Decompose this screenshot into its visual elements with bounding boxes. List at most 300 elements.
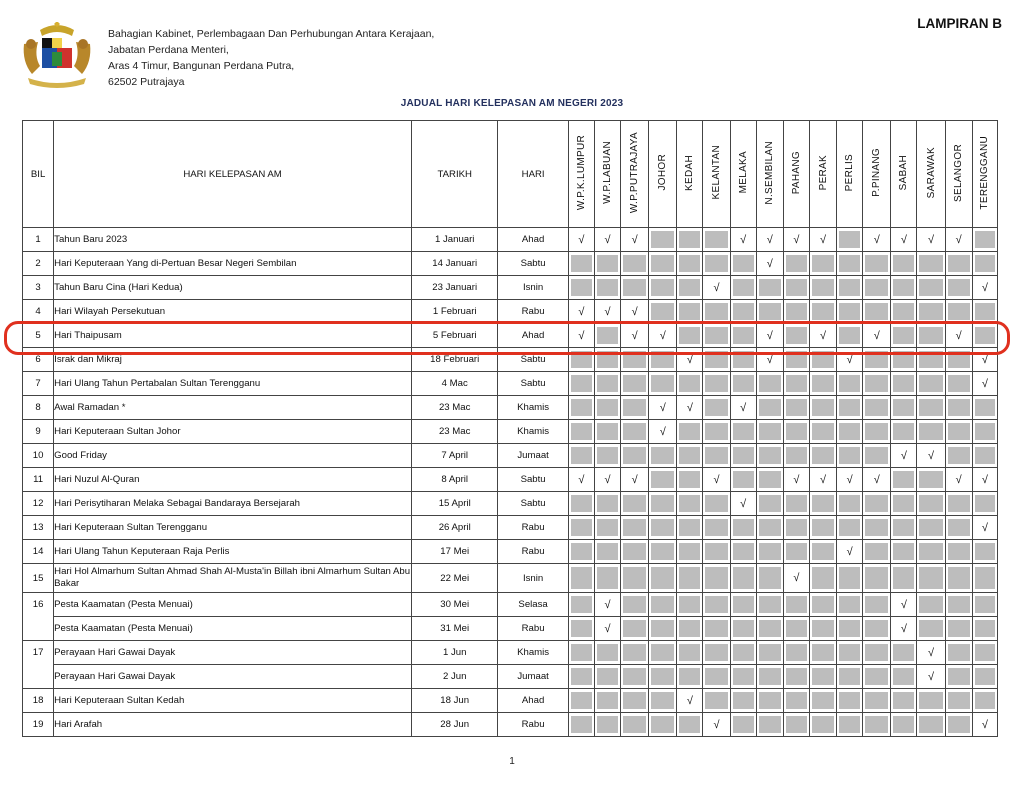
holiday-name: Hari Nuzul Al-Quran [54, 468, 412, 492]
table-row [23, 516, 998, 540]
shaded-block [679, 327, 700, 344]
shaded-cell [756, 617, 783, 641]
page-number: 1 [509, 756, 515, 767]
agency-line: 62502 Putrajaya [108, 76, 185, 88]
shaded-block [733, 351, 754, 368]
shaded-block [623, 255, 646, 272]
shaded-block [919, 620, 942, 637]
holiday-name: Hari Ulang Tahun Keputeraan Raja Perlis [54, 540, 412, 564]
shaded-block [786, 327, 807, 344]
shaded-block [812, 375, 834, 392]
shaded-block [651, 620, 674, 637]
shaded-block [733, 447, 754, 464]
shaded-block [597, 543, 618, 560]
shaded-cell [594, 348, 620, 372]
check-mark-icon: √ [972, 348, 997, 372]
shaded-block [597, 567, 618, 589]
shaded-cell [917, 713, 945, 737]
shaded-block [759, 716, 781, 733]
shaded-block [812, 716, 834, 733]
holiday-day: Ahad [498, 228, 568, 252]
check-mark-icon: √ [621, 300, 649, 324]
shaded-cell [945, 617, 972, 641]
shaded-cell [809, 540, 836, 564]
shaded-block [651, 279, 674, 296]
shaded-cell [677, 713, 703, 737]
shaded-cell [730, 593, 756, 617]
shaded-cell [809, 276, 836, 300]
shaded-cell [917, 252, 945, 276]
row-number [23, 617, 54, 641]
shaded-block [812, 399, 834, 416]
shaded-cell [677, 300, 703, 324]
check-mark-icon: √ [621, 324, 649, 348]
row-number: 10 [23, 444, 54, 468]
shaded-block [865, 279, 888, 296]
shaded-block [571, 644, 592, 661]
shaded-block [759, 692, 781, 709]
shaded-cell [972, 564, 997, 593]
shaded-block [919, 351, 942, 368]
shaded-cell [783, 252, 809, 276]
shaded-cell [621, 689, 649, 713]
check-mark-icon: √ [917, 444, 945, 468]
row-number: 6 [23, 348, 54, 372]
shaded-cell [837, 689, 863, 713]
shaded-cell [863, 252, 891, 276]
check-mark-icon: √ [594, 300, 620, 324]
shaded-cell [621, 516, 649, 540]
holiday-day: Ahad [498, 689, 568, 713]
table-row [23, 492, 998, 516]
holiday-date: 23 Mac [411, 396, 497, 420]
shaded-block [651, 543, 674, 560]
shaded-cell [568, 516, 594, 540]
shaded-block [597, 327, 618, 344]
shaded-block [919, 596, 942, 613]
check-mark-icon: √ [809, 468, 836, 492]
shaded-cell [703, 641, 730, 665]
check-mark-icon: √ [649, 396, 677, 420]
shaded-block [865, 255, 888, 272]
shaded-cell [783, 444, 809, 468]
shaded-block [597, 447, 618, 464]
row-number: 5 [23, 324, 54, 348]
shaded-block [623, 351, 646, 368]
shaded-cell [863, 372, 891, 396]
shaded-block [679, 231, 700, 248]
shaded-cell [594, 564, 620, 593]
shaded-block [865, 447, 888, 464]
shaded-block [812, 596, 834, 613]
shaded-block [759, 519, 781, 536]
shaded-cell [863, 300, 891, 324]
shaded-block [733, 716, 754, 733]
shaded-block [597, 519, 618, 536]
shaded-cell [972, 396, 997, 420]
shaded-block [705, 668, 727, 685]
shaded-block [733, 644, 754, 661]
check-mark-icon: √ [568, 228, 594, 252]
shaded-cell [649, 372, 677, 396]
shaded-block [812, 279, 834, 296]
shaded-block [623, 495, 646, 512]
shaded-cell [677, 492, 703, 516]
shaded-block [865, 519, 888, 536]
shaded-cell [945, 252, 972, 276]
shaded-cell [568, 396, 594, 420]
shaded-cell [649, 665, 677, 689]
shaded-block [948, 375, 970, 392]
shaded-cell [677, 324, 703, 348]
shaded-cell [863, 420, 891, 444]
shaded-block [705, 596, 727, 613]
shaded-cell [621, 713, 649, 737]
shaded-block [786, 447, 807, 464]
shaded-block [705, 519, 727, 536]
shaded-cell [730, 665, 756, 689]
shaded-cell [972, 641, 997, 665]
shaded-cell [863, 276, 891, 300]
shaded-cell [917, 516, 945, 540]
shaded-cell [837, 228, 863, 252]
shaded-block [651, 375, 674, 392]
shaded-block [571, 543, 592, 560]
shaded-cell [972, 228, 997, 252]
holiday-day: Sabtu [498, 348, 568, 372]
shaded-block [705, 567, 727, 589]
shaded-cell [621, 641, 649, 665]
shaded-block [948, 644, 970, 661]
shaded-cell [837, 420, 863, 444]
shaded-block [839, 447, 860, 464]
shaded-block [759, 399, 781, 416]
check-mark-icon: √ [917, 641, 945, 665]
shaded-block [865, 351, 888, 368]
shaded-block [812, 423, 834, 440]
shaded-block [705, 255, 727, 272]
shaded-block [839, 327, 860, 344]
holiday-name: Pesta Kaamatan (Pesta Menuai) [54, 593, 412, 617]
table-row [23, 713, 998, 737]
check-mark-icon: √ [891, 593, 917, 617]
check-mark-icon: √ [972, 516, 997, 540]
shaded-block [623, 567, 646, 589]
shaded-block [759, 596, 781, 613]
shaded-block [839, 303, 860, 320]
check-mark-icon: √ [945, 324, 972, 348]
table-row [23, 665, 998, 689]
row-number: 14 [23, 540, 54, 564]
shaded-block [812, 255, 834, 272]
shaded-cell [756, 492, 783, 516]
shaded-block [812, 495, 834, 512]
check-mark-icon: √ [972, 372, 997, 396]
shaded-block [571, 351, 592, 368]
shaded-block [733, 668, 754, 685]
shaded-cell [783, 492, 809, 516]
shaded-block [597, 644, 618, 661]
shaded-block [865, 423, 888, 440]
shaded-cell [945, 564, 972, 593]
shaded-block [948, 567, 970, 589]
holiday-name: Hari Hol Almarhum Sultan Ahmad Shah Al-Musta'in Billah ibni Almarhum Sultan Abu Bakar [54, 564, 412, 593]
shaded-cell [783, 300, 809, 324]
check-mark-icon: √ [809, 324, 836, 348]
shaded-block [705, 375, 727, 392]
column-header-state: MELAKA [730, 121, 756, 228]
shaded-block [948, 519, 970, 536]
shaded-cell [756, 540, 783, 564]
table-row [23, 348, 998, 372]
shaded-block [839, 668, 860, 685]
shaded-cell [783, 516, 809, 540]
shaded-cell [649, 540, 677, 564]
shaded-block [786, 519, 807, 536]
shaded-block [893, 399, 914, 416]
shaded-cell [730, 420, 756, 444]
holiday-name: Hari Keputeraan Sultan Terengganu [54, 516, 412, 540]
shaded-block [651, 668, 674, 685]
check-mark-icon: √ [594, 593, 620, 617]
holiday-day: Ahad [498, 324, 568, 348]
shaded-block [651, 255, 674, 272]
shaded-cell [568, 252, 594, 276]
table-row [23, 420, 998, 444]
shaded-block [597, 255, 618, 272]
check-mark-icon: √ [972, 713, 997, 737]
shaded-block [975, 596, 995, 613]
shaded-block [839, 567, 860, 589]
shaded-cell [783, 617, 809, 641]
shaded-cell [863, 564, 891, 593]
shaded-cell [677, 276, 703, 300]
shaded-cell [730, 300, 756, 324]
row-number: 3 [23, 276, 54, 300]
shaded-cell [917, 617, 945, 641]
shaded-block [812, 519, 834, 536]
shaded-cell [730, 324, 756, 348]
shaded-block [651, 351, 674, 368]
shaded-block [865, 644, 888, 661]
shaded-block [733, 596, 754, 613]
holiday-date: 23 Mac [411, 420, 497, 444]
shaded-block [733, 692, 754, 709]
shaded-cell [703, 252, 730, 276]
shaded-cell [891, 324, 917, 348]
shaded-cell [809, 420, 836, 444]
holiday-date: 30 Mei [411, 593, 497, 617]
shaded-cell [568, 564, 594, 593]
shaded-block [975, 668, 995, 685]
shaded-cell [594, 665, 620, 689]
check-mark-icon: √ [730, 492, 756, 516]
shaded-block [919, 399, 942, 416]
shaded-block [679, 543, 700, 560]
shaded-block [812, 668, 834, 685]
shaded-cell [809, 665, 836, 689]
shaded-cell [917, 492, 945, 516]
shaded-cell [677, 516, 703, 540]
shaded-block [733, 423, 754, 440]
holiday-date: 28 Jun [411, 713, 497, 737]
shaded-block [759, 543, 781, 560]
shaded-block [975, 543, 995, 560]
holiday-date: 18 Februari [411, 348, 497, 372]
shaded-cell [809, 689, 836, 713]
holiday-date: 14 Januari [411, 252, 497, 276]
shaded-cell [863, 348, 891, 372]
shaded-cell [594, 713, 620, 737]
shaded-block [705, 644, 727, 661]
shaded-cell [621, 348, 649, 372]
shaded-cell [703, 540, 730, 564]
check-mark-icon: √ [621, 468, 649, 492]
shaded-block [839, 716, 860, 733]
shaded-block [705, 399, 727, 416]
shaded-block [705, 495, 727, 512]
shaded-block [893, 692, 914, 709]
shaded-cell [945, 665, 972, 689]
shaded-cell [756, 641, 783, 665]
shaded-cell [703, 348, 730, 372]
check-mark-icon: √ [809, 228, 836, 252]
shaded-cell [863, 492, 891, 516]
shaded-cell [837, 665, 863, 689]
shaded-block [571, 279, 592, 296]
shaded-cell [945, 348, 972, 372]
shaded-block [623, 596, 646, 613]
shaded-cell [837, 276, 863, 300]
shaded-cell [972, 444, 997, 468]
check-mark-icon: √ [863, 468, 891, 492]
check-mark-icon: √ [783, 468, 809, 492]
row-number: 15 [23, 564, 54, 593]
shaded-block [948, 279, 970, 296]
shaded-block [919, 423, 942, 440]
shaded-cell [972, 492, 997, 516]
shaded-block [679, 255, 700, 272]
table-row [23, 540, 998, 564]
shaded-cell [917, 468, 945, 492]
shaded-cell [756, 420, 783, 444]
shaded-block [948, 668, 970, 685]
shaded-block [733, 255, 754, 272]
shaded-block [839, 495, 860, 512]
shaded-block [679, 519, 700, 536]
shaded-block [623, 423, 646, 440]
row-number: 17 [23, 641, 54, 665]
shaded-cell [783, 540, 809, 564]
shaded-cell [891, 276, 917, 300]
column-header-date: TARIKH [411, 121, 497, 228]
shaded-cell [677, 564, 703, 593]
shaded-block [948, 447, 970, 464]
shaded-cell [703, 617, 730, 641]
holiday-date: 22 Mei [411, 564, 497, 593]
shaded-block [919, 303, 942, 320]
shaded-block [623, 644, 646, 661]
shaded-block [786, 351, 807, 368]
shaded-cell [972, 617, 997, 641]
document-title: JADUAL HARI KELEPASAN AM NEGERI 2023 [400, 98, 624, 109]
shaded-block [623, 399, 646, 416]
shaded-cell [677, 420, 703, 444]
shaded-block [597, 351, 618, 368]
check-mark-icon: √ [863, 324, 891, 348]
column-header-state: W.P.PUTRAJAYA [621, 121, 649, 228]
shaded-cell [972, 689, 997, 713]
shaded-block [865, 716, 888, 733]
shaded-cell [594, 540, 620, 564]
row-number [23, 665, 54, 689]
shaded-block [893, 716, 914, 733]
row-number: 11 [23, 468, 54, 492]
shaded-block [865, 567, 888, 589]
shaded-block [975, 303, 995, 320]
shaded-cell [837, 396, 863, 420]
shaded-cell [649, 444, 677, 468]
shaded-block [839, 423, 860, 440]
shaded-block [865, 596, 888, 613]
shaded-block [571, 596, 592, 613]
holiday-day: Khamis [498, 641, 568, 665]
table-row [23, 324, 998, 348]
shaded-block [651, 231, 674, 248]
holiday-date: 18 Jun [411, 689, 497, 713]
shaded-cell [972, 300, 997, 324]
check-mark-icon: √ [730, 228, 756, 252]
shaded-cell [783, 372, 809, 396]
shaded-cell [809, 372, 836, 396]
shaded-block [597, 423, 618, 440]
shaded-cell [649, 348, 677, 372]
shaded-block [623, 279, 646, 296]
shaded-cell [917, 593, 945, 617]
shaded-cell [649, 564, 677, 593]
shaded-block [679, 716, 700, 733]
holiday-day: Selasa [498, 593, 568, 617]
check-mark-icon: √ [594, 617, 620, 641]
shaded-block [919, 567, 942, 589]
row-number: 7 [23, 372, 54, 396]
shaded-cell [863, 689, 891, 713]
shaded-cell [649, 593, 677, 617]
shaded-block [975, 447, 995, 464]
shaded-block [839, 375, 860, 392]
shaded-block [759, 567, 781, 589]
row-number: 16 [23, 593, 54, 617]
shaded-cell [568, 617, 594, 641]
shaded-block [623, 543, 646, 560]
shaded-block [786, 692, 807, 709]
shaded-cell [756, 396, 783, 420]
shaded-cell [703, 564, 730, 593]
shaded-block [759, 620, 781, 637]
shaded-block [919, 543, 942, 560]
holiday-date: 8 April [411, 468, 497, 492]
shaded-cell [568, 348, 594, 372]
shaded-block [975, 620, 995, 637]
holiday-day: Sabtu [498, 372, 568, 396]
column-header-state: TERENGGANU [972, 121, 997, 228]
holiday-name: Hari Keputeraan Yang di-Pertuan Besar Negeri Sembilan [54, 252, 412, 276]
shaded-block [623, 620, 646, 637]
shaded-cell [917, 689, 945, 713]
shaded-cell [809, 492, 836, 516]
shaded-block [786, 620, 807, 637]
shaded-cell [783, 593, 809, 617]
